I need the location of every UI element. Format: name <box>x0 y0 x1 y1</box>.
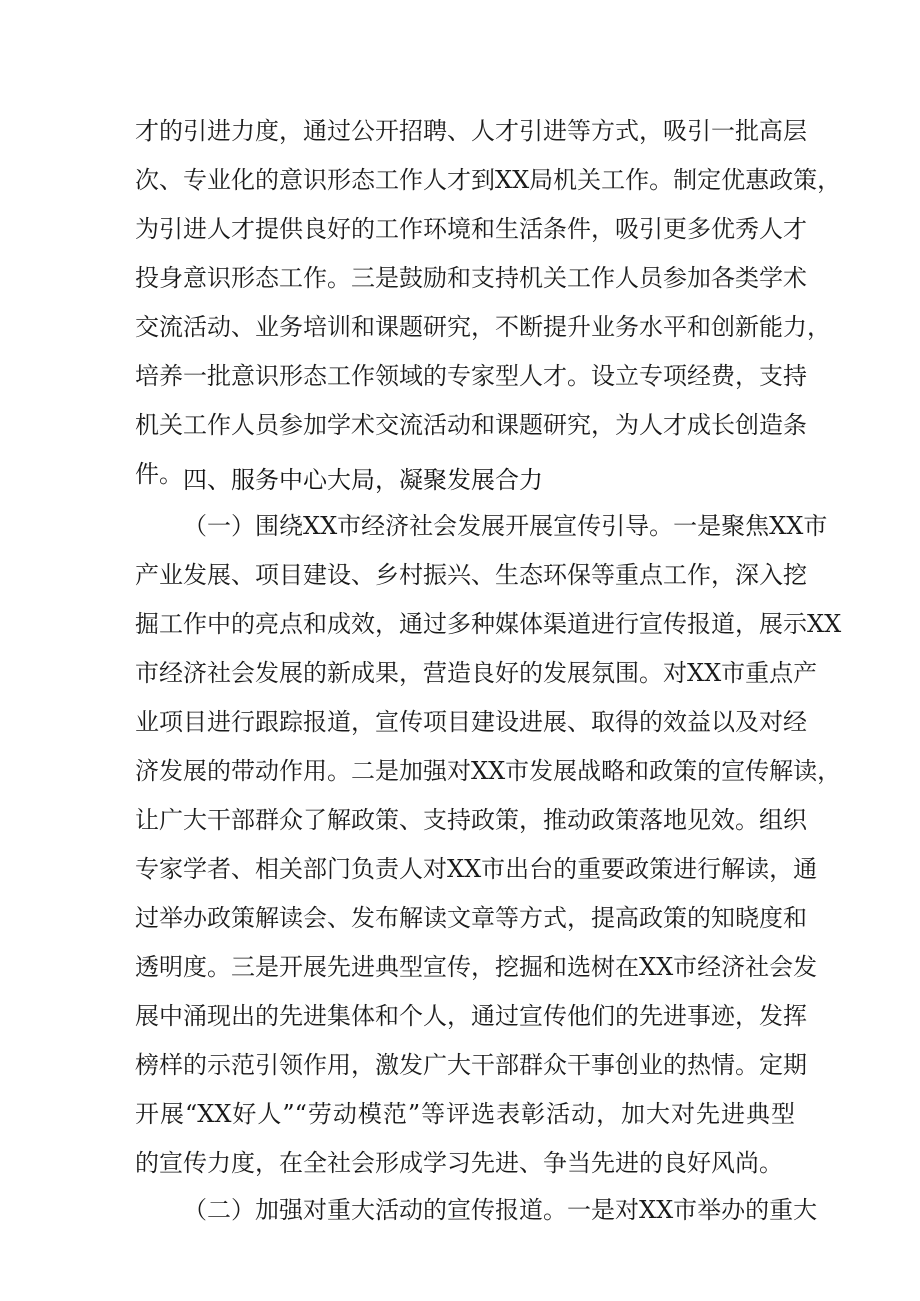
paragraph-line: 业项目进行跟踪报道，宣传项目建设进展、取得的效益以及对经 <box>135 708 807 736</box>
paragraph-line: 开展“XX好人”“劳动模范”等评选表彰活动，加大对先进典型 <box>135 1100 795 1128</box>
paragraph-line: （二）加强对重大活动的宣传报道。一是对XX市举办的重大 <box>183 1196 818 1224</box>
paragraph-line: 济发展的带动作用。二是加强对XX市发展战略和政策的宣传解读， <box>135 757 842 785</box>
paragraph-line: 投身意识形态工作。三是鼓励和支持机关工作人员参加各类学术 <box>135 264 807 292</box>
paragraph-line: 机关工作人员参加学术交流活动和课题研究，为人才成长创造条 <box>135 411 807 439</box>
paragraph-line: 让广大干部群众了解政策、支持政策，推动政策落地见效。组织 <box>135 806 807 834</box>
paragraph-line: 过举办政策解读会、发布解读文章等方式，提高政策的知晓度和 <box>135 904 807 932</box>
paragraph-line: 才的引进力度，通过公开招聘、人才引进等方式，吸引一批高层 <box>135 117 807 145</box>
paragraph-line: 交流活动、业务培训和课题研究，不断提升业务水平和创新能力， <box>135 313 831 341</box>
paragraph-line: 榜样的示范引领作用，激发广大干部群众干事创业的热情。定期 <box>135 1051 807 1079</box>
paragraph-line: 市经济社会发展的新成果，营造良好的发展氛围。对XX市重点产 <box>135 659 818 687</box>
paragraph-line: 透明度。三是开展先进典型宣传，挖掘和选树在XX市经济社会发 <box>135 953 818 981</box>
paragraph-line: （一）围绕XX市经济社会发展开展宣传引导。一是聚焦XX市 <box>183 512 828 540</box>
paragraph-line: 掘工作中的亮点和成效，通过多种媒体渠道进行宣传报道，展示XX <box>135 610 842 638</box>
paragraph-line: 展中涌现出的先进集体和个人，通过宣传他们的先进事迹，发挥 <box>135 1002 807 1030</box>
paragraph-line: 的宣传力度，在全社会形成学习先进、争当先进的良好风尚。 <box>135 1149 783 1177</box>
paragraph-line: 次、专业化的意识形态工作人才到XX局机关工作。制定优惠政策， <box>135 166 842 194</box>
paragraph-line: 产业发展、项目建设、乡村振兴、生态环保等重点工作，深入挖 <box>135 561 807 589</box>
paragraph-line: 件。 <box>135 460 183 488</box>
paragraph-line: 为引进人才提供良好的工作环境和生活条件，吸引更多优秀人才 <box>135 215 807 243</box>
paragraph-line: 专家学者、相关部门负责人对XX市出台的重要政策进行解读，通 <box>135 855 818 883</box>
section-heading: 四、服务中心大局，凝聚发展合力 <box>183 466 543 494</box>
paragraph-line: 培养一批意识形态工作领域的专家型人才。设立专项经费，支持 <box>135 362 807 390</box>
